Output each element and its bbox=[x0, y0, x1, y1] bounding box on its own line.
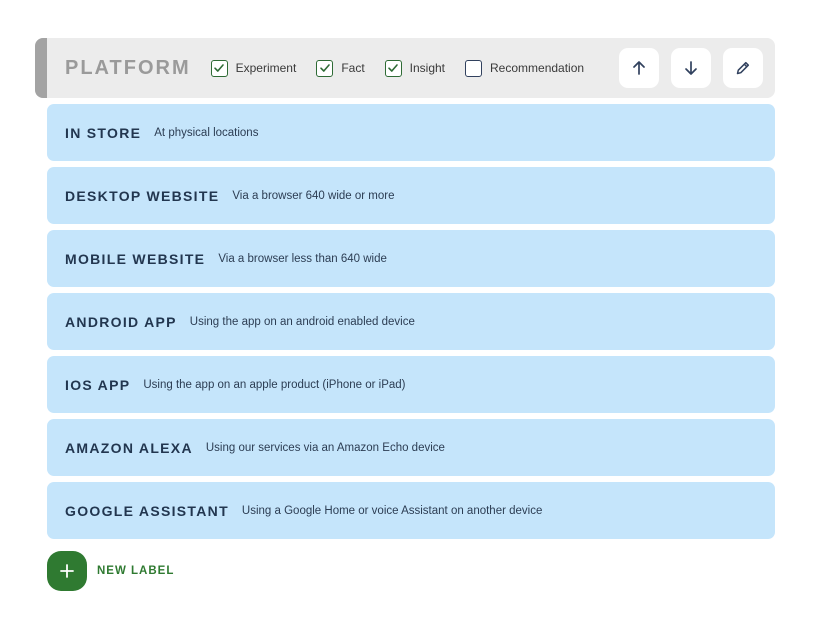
checkbox-checked-icon bbox=[385, 60, 402, 77]
group-header bbox=[35, 38, 775, 98]
checkbox-experiment[interactable] bbox=[211, 60, 297, 77]
checkbox-checked-icon bbox=[211, 60, 228, 77]
list-item[interactable] bbox=[47, 356, 775, 413]
arrow-up-icon bbox=[630, 59, 648, 77]
move-up-button[interactable] bbox=[619, 48, 659, 88]
header-stripe bbox=[35, 38, 47, 98]
label-name: IN STORE bbox=[65, 124, 142, 141]
new-label-button[interactable] bbox=[47, 551, 174, 591]
list-item[interactable] bbox=[47, 419, 775, 476]
arrow-down-icon bbox=[682, 59, 700, 77]
label-name: ANDROID APP bbox=[65, 313, 177, 330]
checkbox-fact[interactable] bbox=[316, 60, 364, 77]
list-item[interactable] bbox=[47, 104, 775, 161]
list-item[interactable] bbox=[47, 482, 775, 539]
label-description: Using the app on an android enabled device bbox=[189, 315, 415, 328]
list-item[interactable] bbox=[47, 293, 775, 350]
label-description: Using a Google Home or voice Assistant on another device bbox=[241, 504, 543, 517]
new-label-text: NEW LABEL bbox=[97, 565, 175, 577]
label-description: Via a browser 640 wide or more bbox=[232, 189, 395, 202]
group-toolbar bbox=[607, 48, 763, 88]
group-title: PLATFORM bbox=[65, 56, 191, 79]
label-list bbox=[47, 104, 775, 539]
plus-icon bbox=[58, 562, 76, 580]
checkbox-label: Fact bbox=[341, 61, 365, 75]
pencil-icon bbox=[734, 59, 752, 77]
checkbox-empty-icon bbox=[465, 60, 482, 77]
label-description: Using our services via an Amazon Echo device bbox=[205, 441, 445, 454]
label-name: IOS APP bbox=[65, 376, 131, 393]
list-item[interactable] bbox=[47, 230, 775, 287]
label-description: Using the app on an apple product (iPhone or iPad) bbox=[143, 378, 406, 391]
type-filters bbox=[211, 60, 604, 77]
label-name: AMAZON ALEXA bbox=[65, 439, 193, 456]
checkbox-checked-icon bbox=[316, 60, 333, 77]
move-down-button[interactable] bbox=[671, 48, 711, 88]
checkbox-insight[interactable] bbox=[385, 60, 445, 77]
add-label-button[interactable] bbox=[47, 551, 87, 591]
label-name: DESKTOP WEBSITE bbox=[65, 187, 220, 204]
label-group bbox=[35, 38, 775, 545]
checkbox-label: Experiment bbox=[235, 61, 297, 75]
edit-button[interactable] bbox=[723, 48, 763, 88]
checkbox-recommendation[interactable] bbox=[465, 60, 584, 77]
checkbox-label: Recommendation bbox=[490, 61, 585, 75]
checkbox-label: Insight bbox=[409, 61, 446, 75]
label-name: MOBILE WEBSITE bbox=[65, 250, 206, 267]
label-description: Via a browser less than 640 wide bbox=[218, 252, 387, 265]
label-name: GOOGLE ASSISTANT bbox=[65, 502, 229, 519]
label-description: At physical locations bbox=[154, 126, 259, 139]
list-item[interactable] bbox=[47, 167, 775, 224]
